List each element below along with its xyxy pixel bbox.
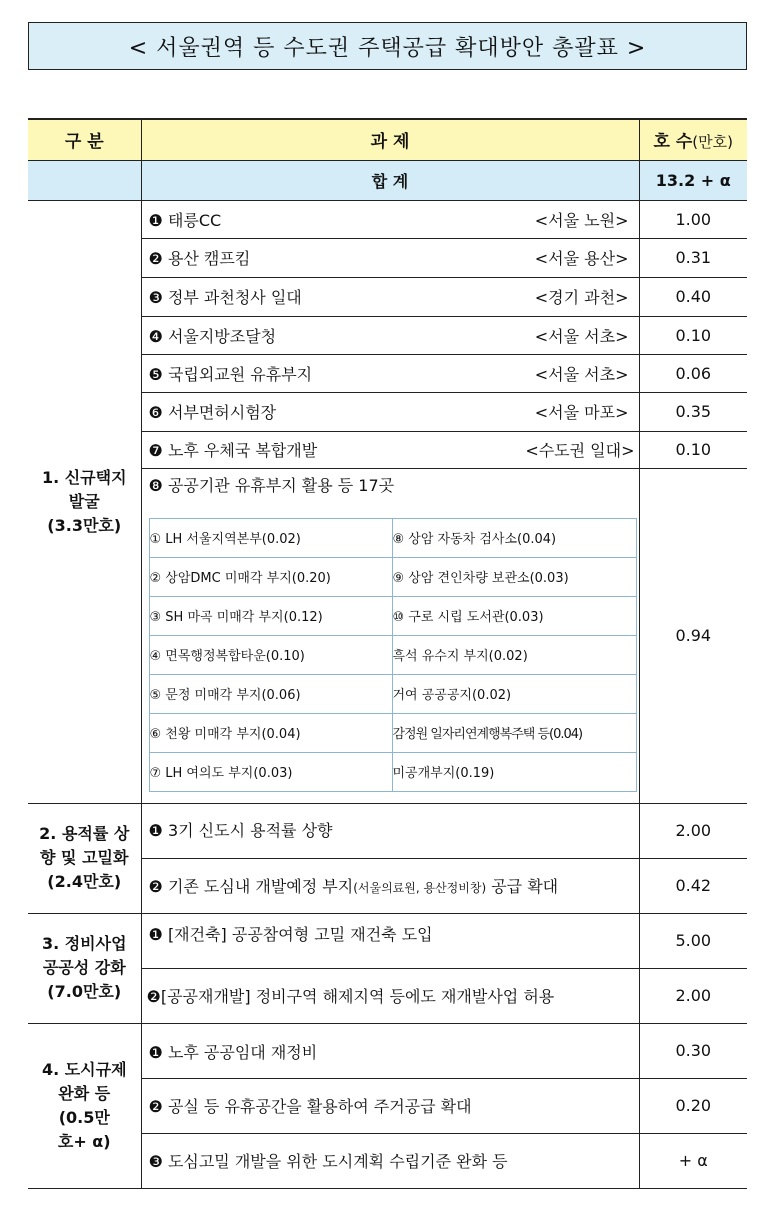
sites-subtable bbox=[149, 518, 637, 792]
category-cell-4: 4. 도시규제 완화 등 (0.5만 호+ α) bbox=[28, 1023, 141, 1188]
header-task: 과 제 bbox=[141, 119, 639, 160]
group-title: ❽ 공공기관 유휴부지 활용 등 17곳 bbox=[148, 475, 395, 495]
units-value: 5.00 bbox=[639, 913, 747, 968]
units-value: 0.40 bbox=[639, 277, 747, 316]
table-row: 3. 정비사업 공공성 강화 (7.0만호) ❶ [재건축] 공공참여형 고밀 재건축 도입 5.00 bbox=[28, 913, 747, 968]
table-row: ❸ 정부 과천청사 일대 <경기 과천> 0.40 bbox=[28, 277, 747, 316]
header-row bbox=[28, 119, 747, 160]
table-row: ❷ 기존 도심내 개발예정 부지(서울의료원, 용산정비창) 공급 확대 0.42 bbox=[28, 858, 747, 913]
location: <서울 용산> bbox=[534, 249, 629, 268]
table-row: ❷ 용산 캠프킴 <서울 용산> 0.31 bbox=[28, 238, 747, 277]
summary-table bbox=[28, 118, 747, 1189]
location: <서울 노원> bbox=[534, 210, 629, 230]
category-cell-3: 3. 정비사업 공공성 강화 (7.0만호) bbox=[28, 913, 141, 1023]
header-units: 호 수(만호) bbox=[639, 119, 747, 160]
category-cell-2: 2. 용적률 상 향 및 고밀화 (2.4만호) bbox=[28, 803, 141, 913]
table-row: ❺ 국립외교원 유휴부지 <서울 서초> 0.06 bbox=[28, 354, 747, 392]
total-label: 합 계 bbox=[141, 160, 639, 200]
table-row: ❹ 서울지방조달청 <서울 서초> 0.10 bbox=[28, 316, 747, 354]
table-row: ❼ 노후 우체국 복합개발 <수도권 일대> 0.10 bbox=[28, 431, 747, 468]
table-row: ❷ 공실 등 유휴공간을 활용하여 주거공급 확대 0.20 bbox=[28, 1078, 747, 1133]
category-cell-1: 1. 신규택지 발굴 (3.3만호) bbox=[28, 200, 141, 803]
list-item: ③ SH 마곡 미매각 부지(0.12) ⑩ 구로 시립 도서관(0.03) bbox=[149, 596, 636, 635]
units-value: 0.10 bbox=[639, 316, 747, 354]
list-item: ④ 면목행정복합타운(0.10) 흑석 유수지 부지(0.02) bbox=[149, 635, 636, 674]
list-item: ② 상암DMC 미매각 부지(0.20) ⑨ 상암 견인차량 보관소(0.03) bbox=[149, 557, 636, 596]
units-value: 0.30 bbox=[639, 1023, 747, 1078]
units-value: 1.00 bbox=[639, 200, 747, 238]
units-value: 2.00 bbox=[639, 968, 747, 1023]
units-value: 0.94 bbox=[639, 468, 747, 803]
units-value: 0.35 bbox=[639, 392, 747, 431]
location: <수도권 일대> bbox=[525, 441, 635, 460]
page-title: < 서울권역 등 수도권 주택공급 확대방안 총괄표 > bbox=[28, 22, 747, 70]
location: <서울 마포> bbox=[534, 403, 629, 422]
table-row: ❸ 도심고밀 개발을 위한 도시계획 수립기준 완화 등 + α bbox=[28, 1133, 747, 1188]
units-value: 0.31 bbox=[639, 238, 747, 277]
table-row: ❷[공공재개발] 정비구역 해제지역 등에도 재개발사업 허용 2.00 bbox=[28, 968, 747, 1023]
table-row: 4. 도시규제 완화 등 (0.5만 호+ α) ❶ 노후 공공임대 재정비 0.30 bbox=[28, 1023, 747, 1078]
location: <서울 서초> bbox=[534, 326, 629, 346]
units-value: 2.00 bbox=[639, 803, 747, 858]
table-row: ❻ 서부면허시험장 <서울 마포> 0.35 bbox=[28, 392, 747, 431]
units-value: 0.10 bbox=[639, 431, 747, 468]
location: <경기 과천> bbox=[534, 288, 629, 307]
table-row: 1. 신규택지 발굴 (3.3만호) ❶ 태릉CC <서울 노원> 1.00 bbox=[28, 200, 747, 238]
list-item: ① LH 서울지역본부(0.02) ⑧ 상암 자동차 검사소(0.04) bbox=[149, 518, 636, 557]
list-item: ⑤ 문정 미매각 부지(0.06) 거여 공공공지(0.02) bbox=[149, 674, 636, 713]
list-item: ⑥ 천왕 미매각 부지(0.04) 감정원 일자리연계행복주택 등(0.04) bbox=[149, 713, 636, 752]
table-row: 2. 용적률 상 향 및 고밀화 (2.4만호) ❶ 3기 신도시 용적률 상향 2.00 bbox=[28, 803, 747, 858]
total-value: 13.2 + α bbox=[639, 160, 747, 200]
units-value: 0.20 bbox=[639, 1078, 747, 1133]
total-row bbox=[28, 160, 747, 200]
units-value: 0.06 bbox=[639, 354, 747, 392]
location: <서울 서초> bbox=[534, 364, 629, 384]
list-item: ⑦ LH 여의도 부지(0.03) 미공개부지(0.19) bbox=[149, 752, 636, 791]
header-category: 구 분 bbox=[28, 119, 141, 160]
units-value: 0.42 bbox=[639, 858, 747, 913]
units-value: + α bbox=[639, 1133, 747, 1188]
